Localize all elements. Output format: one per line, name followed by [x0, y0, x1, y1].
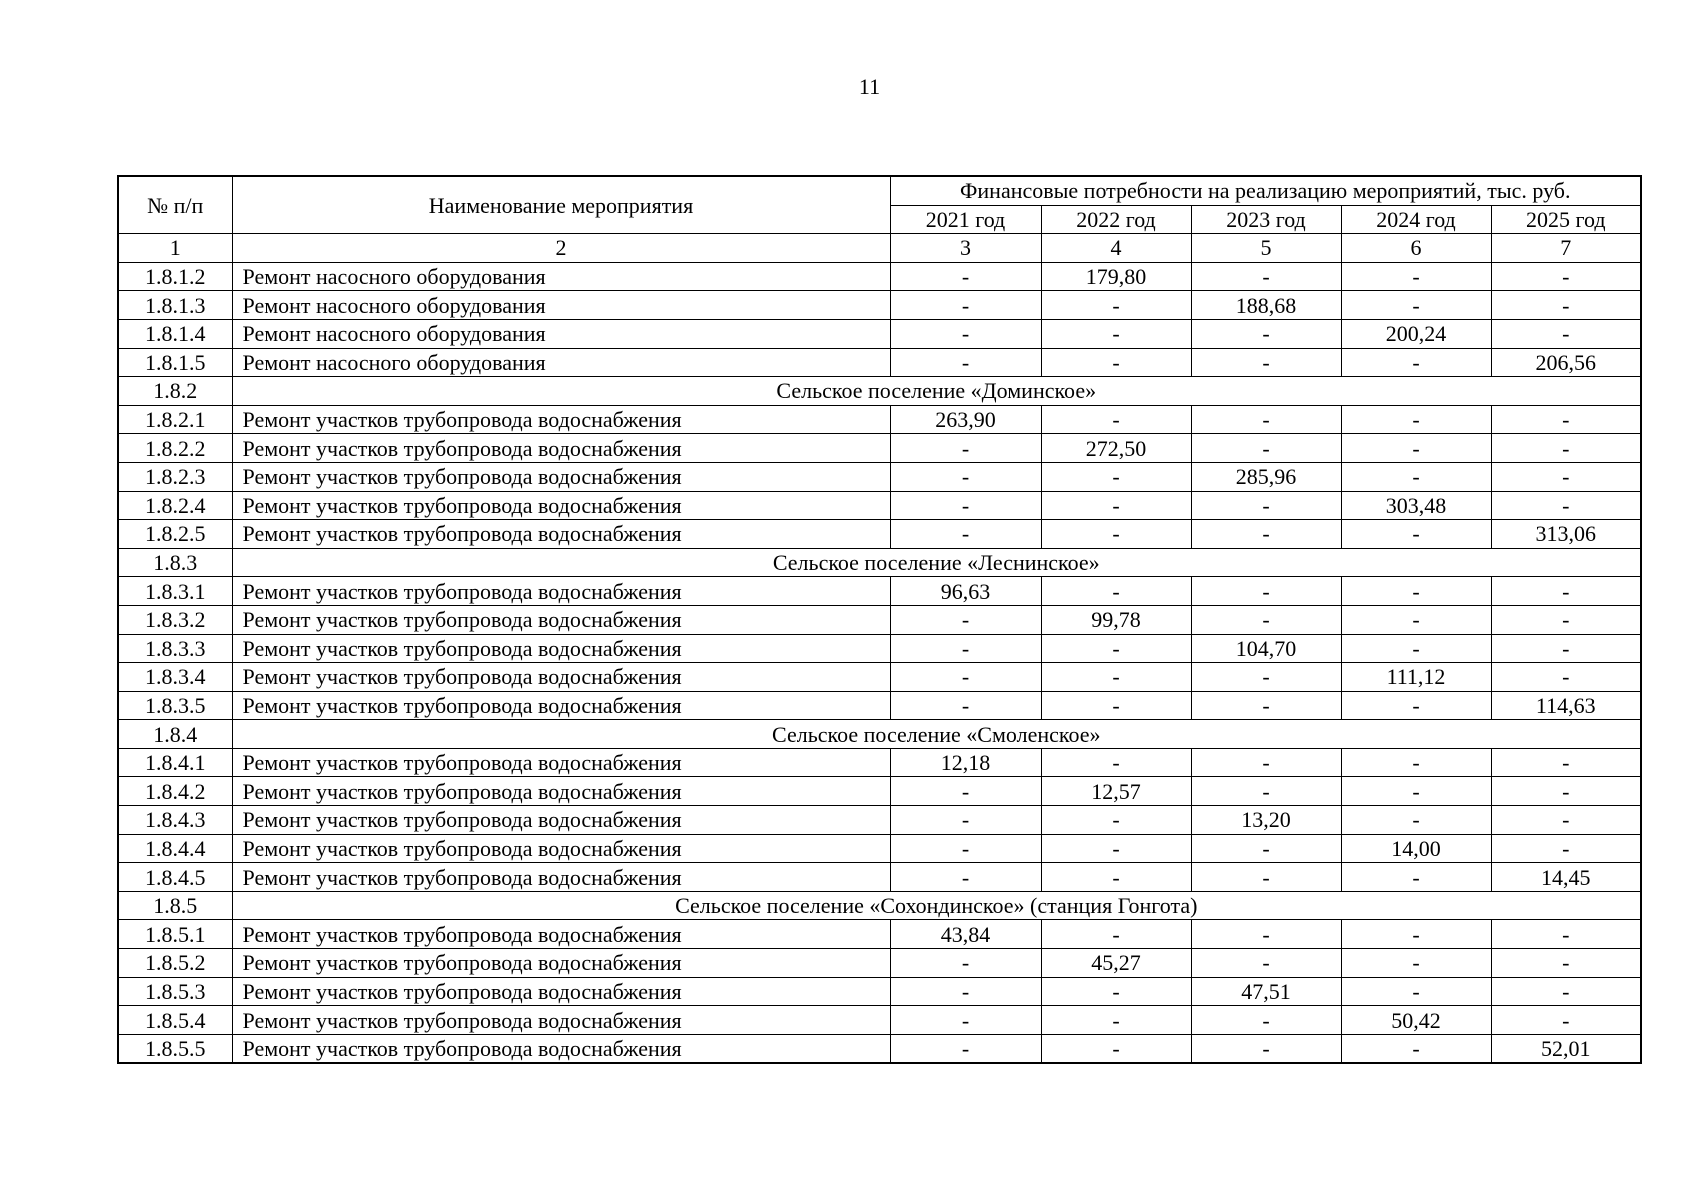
activity-name: Ремонт участков трубопровода водоснабжения [232, 605, 890, 634]
activity-name: Ремонт участков трубопровода водоснабжения [232, 691, 890, 720]
activity-name: Ремонт участков трубопровода водоснабжения [232, 777, 890, 806]
year-value: - [1041, 405, 1191, 434]
table-row [118, 834, 1641, 863]
year-value: - [1041, 634, 1191, 663]
year-value: - [1341, 806, 1491, 835]
year-value: - [1341, 748, 1491, 777]
table-row [118, 663, 1641, 692]
column-number: 1 [118, 234, 232, 263]
table-row [118, 262, 1641, 291]
table-body [118, 262, 1641, 1063]
year-value: - [1041, 1006, 1191, 1035]
year-value: 43,84 [890, 920, 1041, 949]
year-value: - [890, 434, 1041, 463]
year-value: 52,01 [1491, 1034, 1641, 1063]
year-value: 14,45 [1491, 863, 1641, 892]
year-value: - [1041, 491, 1191, 520]
year-value: - [1191, 577, 1341, 606]
year-value: - [1341, 605, 1491, 634]
section-row [118, 377, 1641, 406]
activity-name: Ремонт участков трубопровода водоснабжения [232, 520, 890, 549]
activity-name: Ремонт участков трубопровода водоснабжения [232, 663, 890, 692]
year-value: - [1041, 319, 1191, 348]
year-value: 111,12 [1341, 663, 1491, 692]
year-value: - [1041, 806, 1191, 835]
year-value: - [890, 491, 1041, 520]
row-number: 1.8.2.2 [118, 434, 232, 463]
year-value: - [890, 806, 1041, 835]
year-value: 263,90 [890, 405, 1041, 434]
table-row [118, 405, 1641, 434]
year-value: - [1041, 577, 1191, 606]
activity-name: Ремонт участков трубопровода водоснабжения [232, 834, 890, 863]
header-year: 2021 год [890, 205, 1041, 234]
row-number: 1.8.2.1 [118, 405, 232, 434]
year-value: - [890, 520, 1041, 549]
activity-name: Ремонт участков трубопровода водоснабжения [232, 1006, 890, 1035]
year-value: 313,06 [1491, 520, 1641, 549]
column-number: 5 [1191, 234, 1341, 263]
year-value: - [1041, 1034, 1191, 1063]
table-row [118, 634, 1641, 663]
year-value: - [1041, 520, 1191, 549]
section-title: Сельское поселение «Сохондинское» (станция Гонгота) [232, 891, 1641, 920]
year-value: - [1341, 262, 1491, 291]
header-name: Наименование мероприятия [232, 176, 890, 234]
row-number: 1.8.2.5 [118, 520, 232, 549]
activity-name: Ремонт участков трубопровода водоснабжения [232, 577, 890, 606]
year-value: - [1041, 748, 1191, 777]
year-value: - [1191, 920, 1341, 949]
row-number: 1.8.3.5 [118, 691, 232, 720]
row-number: 1.8.2.3 [118, 462, 232, 491]
year-value: - [1491, 319, 1641, 348]
activity-name: Ремонт участков трубопровода водоснабжения [232, 977, 890, 1006]
activity-name: Ремонт участков трубопровода водоснабжения [232, 748, 890, 777]
year-value: 206,56 [1491, 348, 1641, 377]
year-value: 114,63 [1491, 691, 1641, 720]
table-row [118, 291, 1641, 320]
row-number: 1.8.1.5 [118, 348, 232, 377]
year-value: - [1491, 405, 1641, 434]
year-value: - [1491, 1006, 1641, 1035]
year-value: - [1041, 920, 1191, 949]
column-number: 3 [890, 234, 1041, 263]
activity-name: Ремонт участков трубопровода водоснабжения [232, 405, 890, 434]
year-value: - [1491, 434, 1641, 463]
table-row [118, 777, 1641, 806]
section-title: Сельское поселение «Леснинское» [232, 548, 1641, 577]
year-value: - [890, 605, 1041, 634]
year-value: - [1341, 291, 1491, 320]
year-value: - [1191, 863, 1341, 892]
section-row [118, 720, 1641, 749]
year-value: 200,24 [1341, 319, 1491, 348]
year-value: 272,50 [1041, 434, 1191, 463]
table-row [118, 434, 1641, 463]
row-number: 1.8.5.3 [118, 977, 232, 1006]
year-value: - [1191, 748, 1341, 777]
year-value: - [1491, 748, 1641, 777]
year-value: - [1341, 949, 1491, 978]
activity-name: Ремонт насосного оборудования [232, 291, 890, 320]
year-value: - [1041, 291, 1191, 320]
year-value: - [1191, 605, 1341, 634]
row-number: 1.8.1.3 [118, 291, 232, 320]
year-value: 285,96 [1191, 462, 1341, 491]
year-value: - [1191, 691, 1341, 720]
table-row [118, 806, 1641, 835]
year-value: - [1191, 262, 1341, 291]
year-value: - [890, 949, 1041, 978]
year-value: - [1041, 834, 1191, 863]
row-number: 1.8.4.2 [118, 777, 232, 806]
table-row [118, 977, 1641, 1006]
year-value: - [1491, 920, 1641, 949]
table-row [118, 462, 1641, 491]
year-value: - [1341, 777, 1491, 806]
header-num: № п/п [118, 176, 232, 234]
activity-name: Ремонт участков трубопровода водоснабжения [232, 434, 890, 463]
year-value: - [1191, 949, 1341, 978]
year-value: - [890, 319, 1041, 348]
year-value: 99,78 [1041, 605, 1191, 634]
year-value: - [1191, 434, 1341, 463]
activity-name: Ремонт участков трубопровода водоснабжения [232, 806, 890, 835]
year-value: 12,18 [890, 748, 1041, 777]
year-value: - [1041, 462, 1191, 491]
row-number: 1.8.4.3 [118, 806, 232, 835]
financial-needs-table [117, 175, 1642, 1064]
header-year: 2024 год [1341, 205, 1491, 234]
row-number: 1.8.2 [118, 377, 232, 406]
year-value: 50,42 [1341, 1006, 1491, 1035]
table-row [118, 577, 1641, 606]
activity-name: Ремонт насосного оборудования [232, 348, 890, 377]
year-value: 303,48 [1341, 491, 1491, 520]
year-value: - [1191, 834, 1341, 863]
year-value: - [1491, 491, 1641, 520]
year-value: - [1341, 691, 1491, 720]
row-number: 1.8.2.4 [118, 491, 232, 520]
year-value: - [1191, 1034, 1341, 1063]
year-value: 188,68 [1191, 291, 1341, 320]
year-value: - [890, 634, 1041, 663]
header-year: 2022 год [1041, 205, 1191, 234]
year-value: - [1041, 977, 1191, 1006]
year-value: - [1491, 806, 1641, 835]
year-value: - [1491, 663, 1641, 692]
year-value: - [1491, 291, 1641, 320]
row-number: 1.8.5.2 [118, 949, 232, 978]
year-value: - [890, 834, 1041, 863]
row-number: 1.8.3 [118, 548, 232, 577]
year-value: - [890, 863, 1041, 892]
row-number: 1.8.3.2 [118, 605, 232, 634]
row-number: 1.8.4 [118, 720, 232, 749]
row-number: 1.8.3.3 [118, 634, 232, 663]
row-number: 1.8.5 [118, 891, 232, 920]
activity-name: Ремонт насосного оборудования [232, 319, 890, 348]
year-value: - [1491, 577, 1641, 606]
year-value: - [1191, 520, 1341, 549]
year-value: - [1491, 777, 1641, 806]
year-value: - [890, 777, 1041, 806]
year-value: - [1341, 405, 1491, 434]
table-row [118, 920, 1641, 949]
year-value: - [1491, 605, 1641, 634]
row-number: 1.8.5.4 [118, 1006, 232, 1035]
page-number: 11 [858, 74, 881, 99]
activity-name: Ремонт участков трубопровода водоснабжения [232, 462, 890, 491]
row-number: 1.8.4.1 [118, 748, 232, 777]
year-value: - [890, 1006, 1041, 1035]
table-header [118, 176, 1641, 262]
year-value: - [1341, 434, 1491, 463]
table-row [118, 949, 1641, 978]
row-number: 1.8.1.2 [118, 262, 232, 291]
column-number: 2 [232, 234, 890, 263]
year-value: - [890, 462, 1041, 491]
column-number: 4 [1041, 234, 1191, 263]
year-value: - [1041, 663, 1191, 692]
year-value: 14,00 [1341, 834, 1491, 863]
year-value: - [1341, 577, 1491, 606]
year-value: 179,80 [1041, 262, 1191, 291]
table-row [118, 319, 1641, 348]
year-value: - [1191, 777, 1341, 806]
year-value: - [890, 348, 1041, 377]
year-value: - [890, 663, 1041, 692]
activity-name: Ремонт участков трубопровода водоснабжения [232, 863, 890, 892]
row-number: 1.8.3.1 [118, 577, 232, 606]
year-value: 96,63 [890, 577, 1041, 606]
row-number: 1.8.5.5 [118, 1034, 232, 1063]
year-value: 13,20 [1191, 806, 1341, 835]
year-value: - [1191, 348, 1341, 377]
year-value: - [890, 977, 1041, 1006]
year-value: - [1341, 1034, 1491, 1063]
year-value: - [1491, 949, 1641, 978]
year-value: 12,57 [1041, 777, 1191, 806]
header-year: 2023 год [1191, 205, 1341, 234]
year-value: - [1341, 863, 1491, 892]
table-row [118, 748, 1641, 777]
year-value: - [1341, 634, 1491, 663]
header-finance: Финансовые потребности на реализацию мероприятий, тыс. руб. [890, 176, 1641, 205]
year-value: - [1341, 348, 1491, 377]
section-row [118, 548, 1641, 577]
row-number: 1.8.3.4 [118, 663, 232, 692]
year-value: - [1041, 348, 1191, 377]
table-row [118, 863, 1641, 892]
section-title: Сельское поселение «Доминское» [232, 377, 1641, 406]
section-row [118, 891, 1641, 920]
year-value: - [1341, 977, 1491, 1006]
activity-name: Ремонт участков трубопровода водоснабжения [232, 491, 890, 520]
year-value: - [1191, 1006, 1341, 1035]
column-number: 7 [1491, 234, 1641, 263]
table-row [118, 1006, 1641, 1035]
year-value: - [1341, 462, 1491, 491]
year-value: - [1341, 920, 1491, 949]
activity-name: Ремонт насосного оборудования [232, 262, 890, 291]
activity-name: Ремонт участков трубопровода водоснабжения [232, 1034, 890, 1063]
year-value: - [1041, 863, 1191, 892]
year-value: - [890, 262, 1041, 291]
year-value: - [1191, 319, 1341, 348]
year-value: - [1041, 691, 1191, 720]
table-row [118, 348, 1641, 377]
year-value: - [1491, 834, 1641, 863]
table-row [118, 691, 1641, 720]
activity-name: Ремонт участков трубопровода водоснабжения [232, 949, 890, 978]
row-number: 1.8.4.5 [118, 863, 232, 892]
year-value: - [1491, 634, 1641, 663]
column-number: 6 [1341, 234, 1491, 263]
year-value: - [1491, 977, 1641, 1006]
year-value: - [890, 691, 1041, 720]
table-row [118, 1034, 1641, 1063]
activity-name: Ремонт участков трубопровода водоснабжения [232, 634, 890, 663]
year-value: - [1491, 262, 1641, 291]
table-row [118, 605, 1641, 634]
year-value: - [890, 291, 1041, 320]
row-number: 1.8.4.4 [118, 834, 232, 863]
year-value: - [1491, 462, 1641, 491]
table-row [118, 520, 1641, 549]
section-title: Сельское поселение «Смоленское» [232, 720, 1641, 749]
activity-name: Ремонт участков трубопровода водоснабжения [232, 920, 890, 949]
table-row [118, 491, 1641, 520]
row-number: 1.8.5.1 [118, 920, 232, 949]
row-number: 1.8.1.4 [118, 319, 232, 348]
year-value: - [890, 1034, 1041, 1063]
year-value: - [1191, 663, 1341, 692]
year-value: - [1191, 405, 1341, 434]
year-value: - [1191, 491, 1341, 520]
year-value: 45,27 [1041, 949, 1191, 978]
header-year: 2025 год [1491, 205, 1641, 234]
year-value: 104,70 [1191, 634, 1341, 663]
year-value: - [1341, 520, 1491, 549]
year-value: 47,51 [1191, 977, 1341, 1006]
